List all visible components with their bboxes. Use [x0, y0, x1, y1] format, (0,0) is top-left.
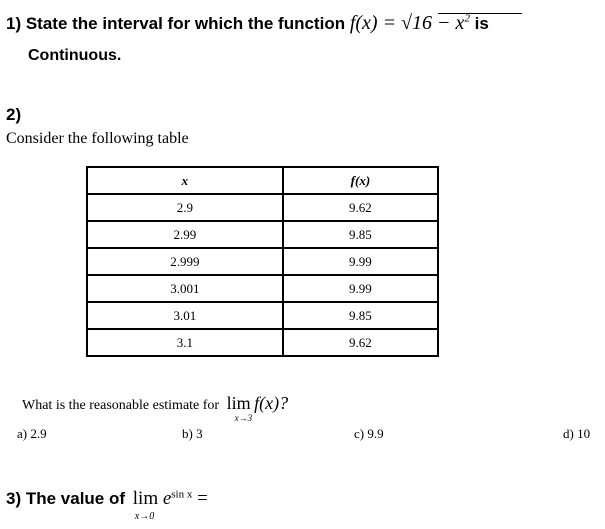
table-row	[87, 302, 438, 329]
option-b: b) 3	[182, 426, 203, 441]
estimate-limit-expression: f(x)?	[254, 393, 289, 413]
table-cell-fx: 9.99	[283, 275, 438, 302]
estimate-question-text: What is the reasonable estimate for	[22, 398, 220, 413]
table-row	[87, 194, 438, 221]
table-cell-x: 3.001	[87, 275, 283, 302]
question-3	[6, 488, 208, 522]
table-cell-x: 3.01	[87, 302, 283, 329]
table-cell-x: 2.999	[87, 248, 283, 275]
table-row	[87, 275, 438, 302]
table-cell-fx: 9.62	[283, 194, 438, 221]
question-1-function	[350, 12, 470, 34]
table-cell-fx: 9.85	[283, 302, 438, 329]
table-header-x: x	[87, 167, 283, 194]
question-3-equals: =	[197, 488, 208, 509]
table-row	[87, 221, 438, 248]
table-header-fx: f(x)	[283, 167, 438, 194]
table-row	[87, 248, 438, 275]
estimate-limit-subscript: x→3	[234, 413, 253, 423]
table-row	[87, 329, 438, 356]
table-cell-x: 2.99	[87, 221, 283, 248]
table-cell-fx: 9.85	[283, 221, 438, 248]
table-cell-x: 3.1	[87, 329, 283, 356]
option-a: a) 2.9	[17, 426, 47, 441]
question-2-number: 2)	[6, 105, 22, 124]
estimate-limit	[226, 393, 253, 423]
table-cell-x: 2.9	[87, 194, 283, 221]
option-d: d) 10	[563, 426, 591, 441]
values-table	[86, 166, 439, 357]
question-3-limit-subscript: x→0	[134, 511, 155, 522]
question-1	[6, 12, 489, 35]
table-cell-fx: 9.99	[283, 248, 438, 275]
question-1-function-body: f(x) = √16 − x	[349, 12, 465, 34]
question-3-limit-word: lim	[132, 488, 159, 509]
estimate-limit-word: lim	[226, 393, 251, 413]
table-cell-fx: 9.62	[283, 329, 438, 356]
question-1-exponent: 2	[464, 12, 470, 25]
radical-overline	[438, 13, 522, 14]
question-1-tail: is	[474, 14, 489, 33]
question-3-limit	[132, 488, 159, 522]
question-3-label: 3) The value of	[6, 489, 126, 508]
estimate-question	[22, 393, 289, 423]
question-1-label: 1) State the interval for which the function	[6, 14, 346, 33]
question-1-continuation: Continuous.	[28, 47, 122, 64]
question-3-base: e	[162, 488, 172, 509]
question-2-intro: Consider the following table	[6, 130, 189, 147]
option-c: c) 9.9	[354, 426, 384, 441]
table-header-row	[87, 167, 438, 194]
question-3-exponent: sin x	[171, 488, 193, 501]
